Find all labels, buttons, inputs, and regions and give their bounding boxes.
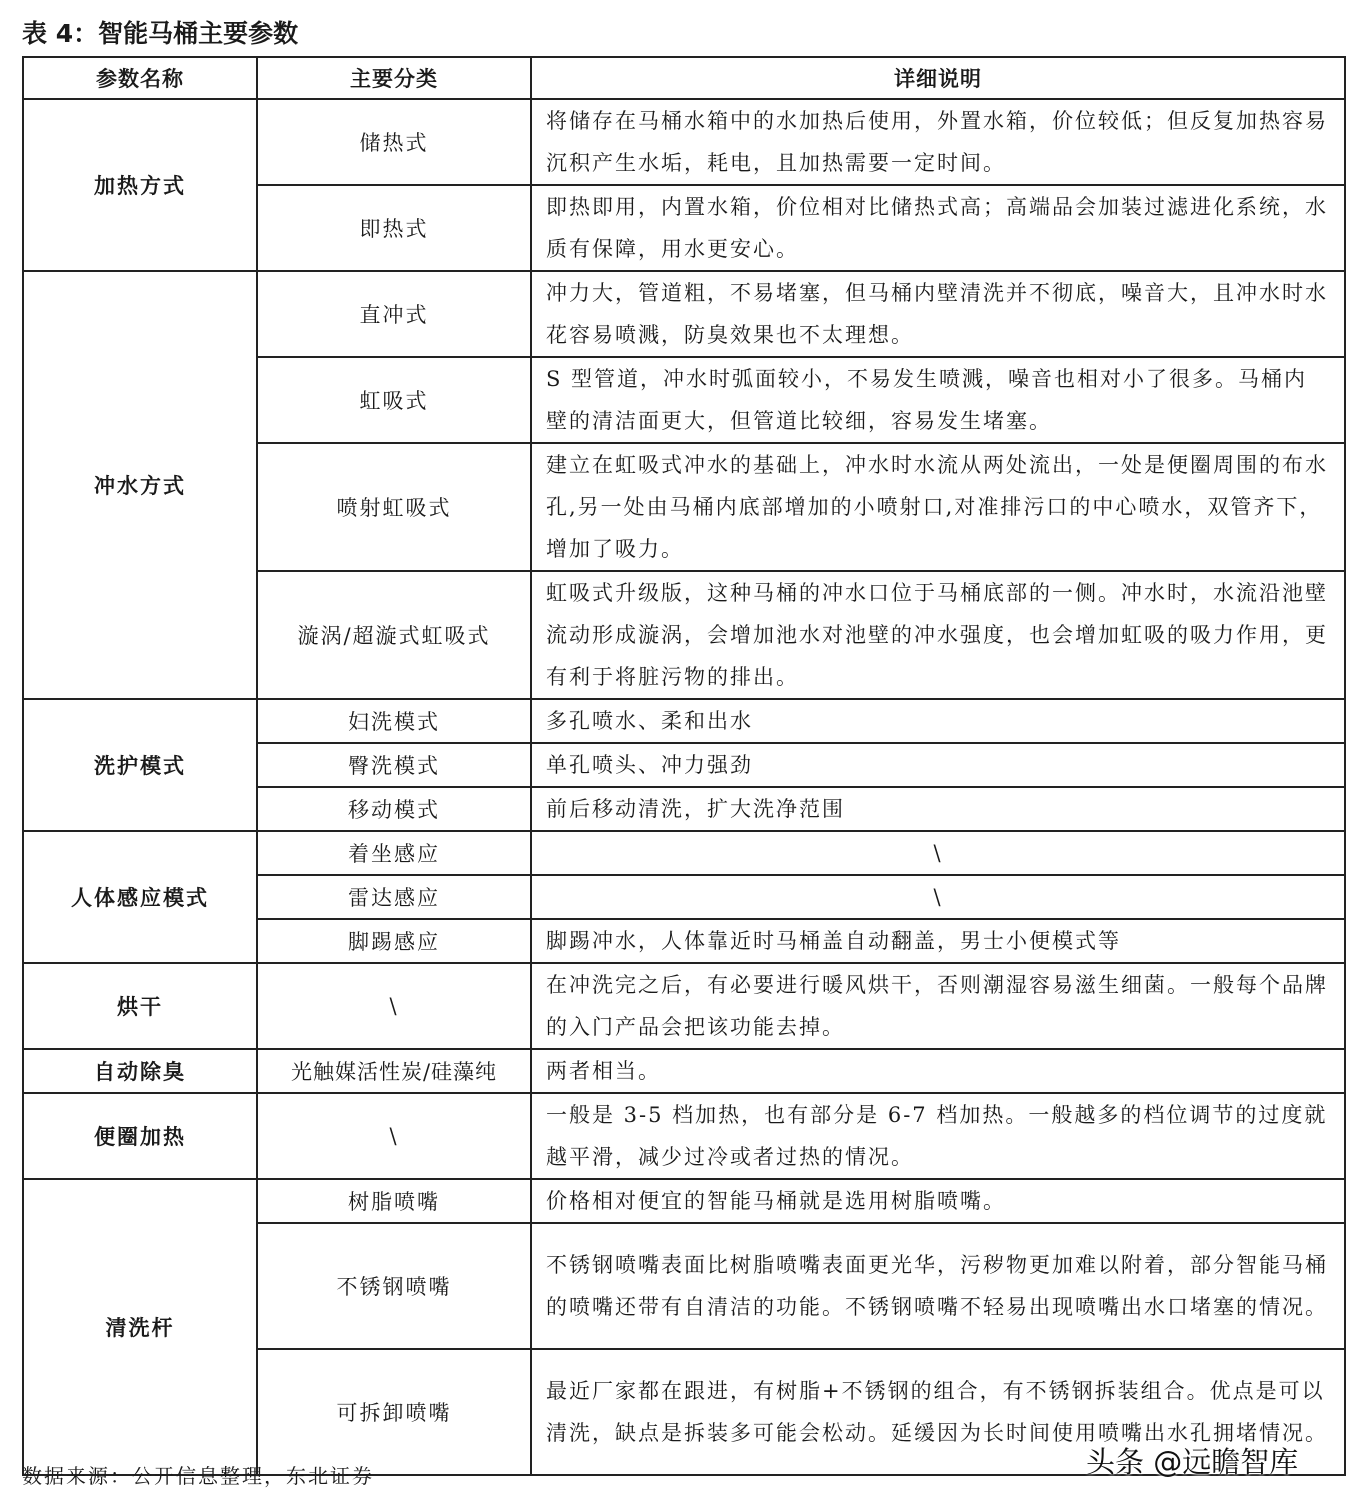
table-row: [23, 963, 1345, 1049]
category-cell: \: [257, 963, 531, 1049]
watermark: 头条 @远瞻智库: [1086, 1445, 1299, 1479]
category-cell: 储热式: [257, 99, 531, 185]
description-cell: 在冲洗完之后，有必要进行暖风烘干，否则潮湿容易滋生细菌。一般每个品牌的入门产品会把该功能去掉。: [531, 963, 1345, 1049]
category-cell: 即热式: [257, 185, 531, 271]
description-cell: 两者相当。: [531, 1049, 1345, 1093]
table-row: [23, 99, 1345, 185]
description-cell: 脚踢冲水，人体靠近时马桶盖自动翻盖，男士小便模式等: [531, 919, 1345, 963]
category-cell: 脚踢感应: [257, 919, 531, 963]
table-row: [23, 271, 1345, 357]
category-cell: 光触媒活性炭/硅藻纯: [257, 1049, 531, 1093]
data-source-note: 数据来源：公开信息整理，东北证券: [22, 1464, 374, 1488]
table-title: 表 4：智能马桶主要参数: [22, 19, 299, 48]
param-name-deodorize: 自动除臭: [23, 1049, 257, 1093]
params-table: [22, 56, 1346, 1476]
param-name-nozzle: 清洗杆: [23, 1179, 257, 1475]
category-cell: 雷达感应: [257, 875, 531, 919]
param-name-flush: 冲水方式: [23, 271, 257, 699]
description-cell: 最近厂家都在跟进，有树脂+不锈钢的组合，有不锈钢拆装组合。优点是可以清洗，缺点是拆装多可能会松动。延缓因为长时间使用喷嘴出水孔拥堵情况。: [531, 1349, 1345, 1475]
description-cell: 建立在虹吸式冲水的基础上，冲水时水流从两处流出，一处是便圈周围的布水孔,另一处由马桶内底部增加的小喷射口,对准排污口的中心喷水，双管齐下，增加了吸力。: [531, 443, 1345, 571]
description-cell: 虹吸式升级版，这种马桶的冲水口位于马桶底部的一侧。冲水时，水流沿池壁流动形成漩涡，会增加池水对池壁的冲水强度，也会增加虹吸的吸力作用，更有利于将脏污物的排出。: [531, 571, 1345, 699]
category-cell: 着坐感应: [257, 831, 531, 875]
table-row: [23, 1093, 1345, 1179]
category-cell: 妇洗模式: [257, 699, 531, 743]
description-cell: 前后移动清洗，扩大洗净范围: [531, 787, 1345, 831]
category-cell: 可拆卸喷嘴: [257, 1349, 531, 1475]
category-cell: 虹吸式: [257, 357, 531, 443]
category-cell: 喷射虹吸式: [257, 443, 531, 571]
table-row: [23, 1049, 1345, 1093]
category-cell: 直冲式: [257, 271, 531, 357]
table-row: [23, 699, 1345, 743]
category-cell: 漩涡/超漩式虹吸式: [257, 571, 531, 699]
description-cell: 单孔喷头、冲力强劲: [531, 743, 1345, 787]
header-description: 详细说明: [531, 57, 1345, 99]
description-cell: 冲力大，管道粗，不易堵塞，但马桶内壁清洗并不彻底，噪音大，且冲水时水花容易喷溅，防臭效果也不太理想。: [531, 271, 1345, 357]
table-row: [23, 1179, 1345, 1223]
description-cell: S 型管道，冲水时弧面较小，不易发生喷溅，噪音也相对小了很多。马桶内壁的清洁面更大，但管道比较细，容易发生堵塞。: [531, 357, 1345, 443]
param-name-drying: 烘干: [23, 963, 257, 1049]
description-cell: 一般是 3-5 档加热，也有部分是 6-7 档加热。一般越多的档位调节的过度就越平滑，减少过冷或者过热的情况。: [531, 1093, 1345, 1179]
param-name-heating: 加热方式: [23, 99, 257, 271]
param-name-sensor-mode: 人体感应模式: [23, 831, 257, 963]
category-cell: 移动模式: [257, 787, 531, 831]
header-category: 主要分类: [257, 57, 531, 99]
header-row: [23, 57, 1345, 99]
description-cell: 即热即用，内置水箱，价位相对比储热式高；高端品会加装过滤进化系统，水质有保障，用水更安心。: [531, 185, 1345, 271]
param-name-wash-mode: 洗护模式: [23, 699, 257, 831]
description-cell: 价格相对便宜的智能马桶就是选用树脂喷嘴。: [531, 1179, 1345, 1223]
description-cell: 多孔喷水、柔和出水: [531, 699, 1345, 743]
table-row: [23, 831, 1345, 875]
category-cell: \: [257, 1093, 531, 1179]
category-cell: 树脂喷嘴: [257, 1179, 531, 1223]
description-cell: \: [531, 875, 1345, 919]
header-param-name: 参数名称: [23, 57, 257, 99]
description-cell: 将储存在马桶水箱中的水加热后使用，外置水箱，价位较低；但反复加热容易沉积产生水垢，耗电，且加热需要一定时间。: [531, 99, 1345, 185]
category-cell: 不锈钢喷嘴: [257, 1223, 531, 1349]
param-name-seat-heating: 便圈加热: [23, 1093, 257, 1179]
category-cell: 臀洗模式: [257, 743, 531, 787]
description-cell: \: [531, 831, 1345, 875]
description-cell: 不锈钢喷嘴表面比树脂喷嘴表面更光华，污秽物更加难以附着，部分智能马桶的喷嘴还带有自清洁的功能。不锈钢喷嘴不轻易出现喷嘴出水口堵塞的情况。: [531, 1223, 1345, 1349]
